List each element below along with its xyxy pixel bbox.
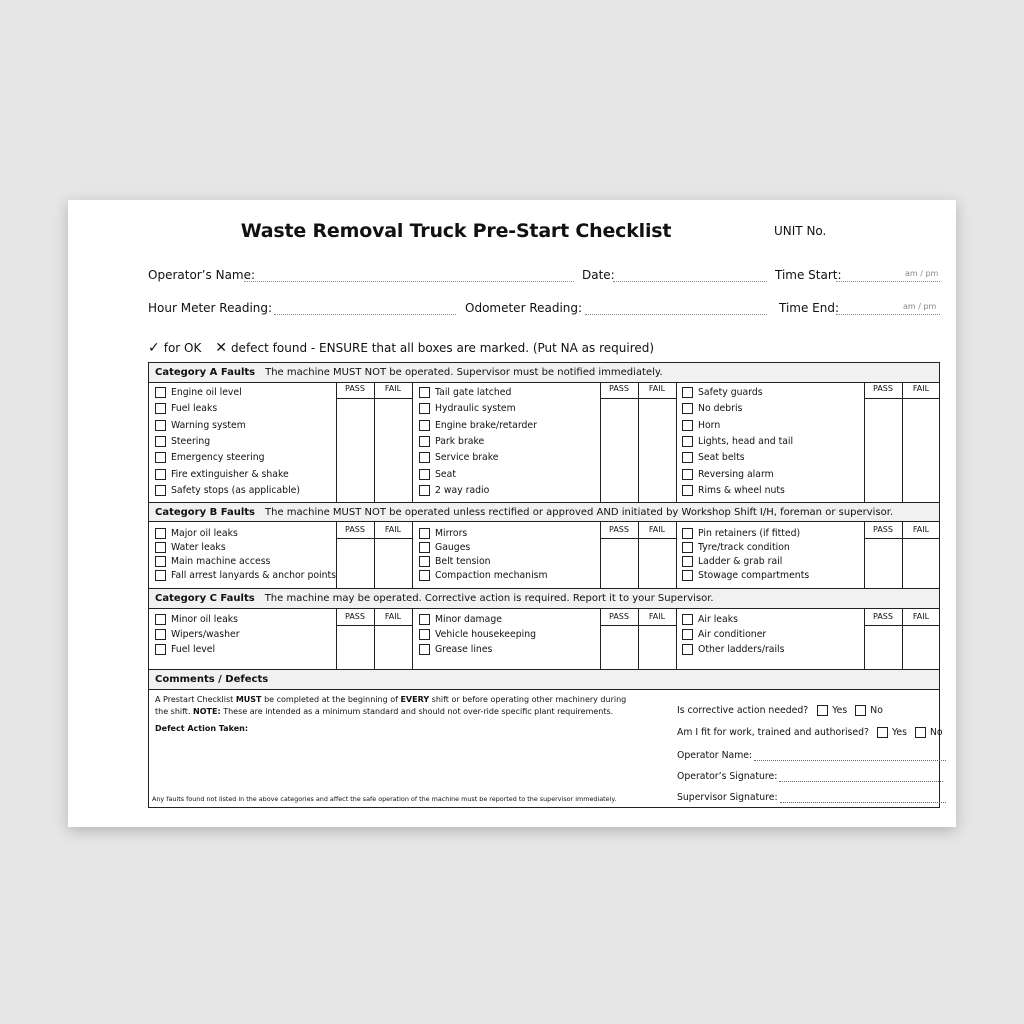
checkbox[interactable]	[419, 528, 430, 539]
category-b-description: The machine MUST NOT be operated unless rectified or approved AND initiated by Workshop Shift I/H, foreman or supervisor.	[265, 506, 894, 518]
checklist-item-label: Service brake	[435, 452, 499, 464]
yes-label: Yes	[891, 727, 907, 738]
checkbox[interactable]	[419, 420, 430, 431]
col-divider	[600, 383, 601, 502]
checklist-table	[148, 362, 943, 808]
checklist-item-label: Wipers/washer	[171, 629, 240, 640]
checkbox[interactable]	[155, 403, 166, 414]
checklist-item[interactable]	[682, 556, 782, 567]
checklist-item[interactable]	[682, 614, 738, 625]
checklist-item[interactable]	[419, 436, 484, 447]
fail-column-header: FAIL	[912, 525, 930, 534]
pass-column-header: PASS	[873, 612, 893, 621]
checklist-item[interactable]	[682, 403, 742, 414]
col-divider	[676, 383, 677, 502]
pass-column-header: PASS	[873, 384, 893, 393]
category-c-header	[149, 588, 939, 609]
checkbox[interactable]	[419, 485, 430, 496]
col-divider	[412, 383, 413, 502]
checkbox[interactable]	[155, 485, 166, 496]
checklist-item[interactable]	[682, 542, 790, 553]
checkbox[interactable]	[682, 644, 693, 655]
checklist-item[interactable]	[419, 629, 536, 640]
checklist-sheet	[68, 200, 956, 827]
checkbox[interactable]	[155, 556, 166, 567]
checklist-item-label: Emergency steering	[171, 452, 265, 464]
checklist-item[interactable]	[155, 387, 242, 398]
checkbox[interactable]	[419, 542, 430, 553]
checkbox[interactable]	[682, 542, 693, 553]
checkbox[interactable]	[155, 452, 166, 463]
time-end-label: Time End:	[779, 301, 840, 315]
check-icon: ✓	[148, 340, 160, 356]
pass-column-header: PASS	[345, 384, 365, 393]
checklist-item[interactable]	[155, 452, 265, 463]
checklist-item[interactable]	[155, 403, 217, 414]
checklist-item-label: Horn	[698, 419, 721, 431]
operator-name-signoff-field[interactable]	[754, 751, 946, 761]
col-divider	[676, 609, 677, 669]
operator-name-label: Operator’s Name:	[148, 268, 256, 282]
category-b-title: Category B Faults	[155, 506, 255, 518]
comments-header	[149, 669, 939, 690]
checkbox[interactable]	[682, 403, 693, 414]
category-c-description: The machine may be operated. Corrective action is required. Report it to your Supervisor.	[264, 593, 714, 604]
hour-meter-label: Hour Meter Reading:	[148, 301, 273, 315]
checkbox[interactable]	[155, 436, 166, 447]
checklist-item[interactable]	[419, 403, 516, 414]
corrective-yes-checkbox[interactable]	[817, 705, 828, 716]
checklist-item-label: 2 way radio	[435, 484, 490, 496]
checkbox[interactable]	[155, 542, 166, 553]
checklist-item-label: Vehicle housekeeping	[435, 629, 537, 640]
note-text: be completed at the beginning of	[264, 695, 398, 704]
checklist-item[interactable]	[419, 469, 456, 480]
checkbox[interactable]	[419, 570, 430, 581]
checklist-item-label: Seat belts	[698, 452, 745, 464]
checklist-item-label: Reversing alarm	[698, 468, 774, 480]
checklist-item-label: Air leaks	[698, 614, 738, 625]
checklist-item-label: Engine brake/retarder	[435, 419, 537, 431]
category-a-description: The machine MUST NOT be operated. Supervisor must be notified immediately.	[265, 367, 663, 378]
checklist-item[interactable]	[155, 644, 215, 655]
checkbox[interactable]	[155, 387, 166, 398]
checkbox[interactable]	[419, 644, 430, 655]
col-divider	[902, 383, 903, 502]
col-divider	[412, 522, 413, 588]
checklist-item[interactable]	[682, 629, 766, 640]
question-text: Is corrective action needed?	[677, 705, 809, 716]
checkbox[interactable]	[155, 644, 166, 655]
operator-name-signoff	[677, 750, 946, 761]
checklist-item-label: No debris	[698, 403, 743, 415]
operator-signature-label: Operator’s Signature:	[677, 771, 778, 782]
checklist-item-label: Stowage compartments	[698, 570, 810, 581]
operator-name-signoff-label: Operator Name:	[677, 750, 753, 761]
checklist-item-label: Safety guards	[698, 387, 763, 398]
unit-no-label: UNIT No.	[774, 224, 827, 238]
pass-column-header: PASS	[609, 525, 629, 534]
time-start-label: Time Start:	[775, 268, 842, 282]
checklist-item[interactable]	[155, 570, 336, 581]
question-text: Am I fit for work, trained and authorised?	[677, 727, 869, 738]
checklist-item-label: Fall arrest lanyards & anchor points	[171, 570, 336, 581]
checklist-item[interactable]	[155, 420, 246, 431]
checkbox[interactable]	[419, 629, 430, 640]
category-b-header	[149, 502, 939, 522]
fail-column-header: FAIL	[912, 612, 930, 621]
pass-column-header: PASS	[609, 612, 629, 621]
fail-column-header: FAIL	[384, 384, 402, 393]
checklist-item-label: Major oil leaks	[171, 528, 238, 539]
checkbox[interactable]	[419, 614, 430, 625]
fail-column-header: FAIL	[648, 384, 666, 393]
checkbox[interactable]	[682, 614, 693, 625]
checklist-item[interactable]	[419, 570, 548, 581]
checklist-item-label: Ladder & grab rail	[698, 556, 783, 567]
checklist-item[interactable]	[155, 436, 210, 447]
checklist-item[interactable]	[682, 452, 745, 463]
category-a-header	[149, 363, 939, 383]
checklist-item[interactable]	[155, 469, 289, 480]
checklist-item[interactable]	[155, 485, 300, 496]
checklist-item-label: Grease lines	[435, 644, 493, 655]
note-must: MUST	[235, 695, 262, 704]
footer-note: Any faults found not listed in the above categories and affect the safe operation of the machine must be reported to the supervisor immediately.	[152, 795, 617, 803]
checklist-item-label: Lights, head and tail	[698, 435, 794, 447]
time-start-field[interactable]	[836, 281, 940, 282]
fit-for-work-question	[677, 727, 943, 738]
checkbox[interactable]	[682, 629, 693, 640]
note-every: EVERY	[400, 695, 430, 704]
checkbox[interactable]	[155, 528, 166, 539]
time-end-field[interactable]	[836, 314, 940, 315]
checklist-item[interactable]	[419, 387, 511, 398]
checkbox[interactable]	[155, 469, 166, 480]
operator-signature-field[interactable]	[779, 772, 943, 782]
note-text: the shift.	[155, 707, 191, 716]
checklist-item[interactable]	[682, 528, 800, 539]
checklist-item-label: Tyre/track condition	[698, 542, 790, 553]
checkbox[interactable]	[155, 570, 166, 581]
checklist-item-label: Rims & wheel nuts	[698, 484, 785, 496]
checkbox[interactable]	[419, 403, 430, 414]
checklist-item[interactable]	[419, 614, 502, 625]
checklist-item-label: Safety stops (as applicable)	[171, 484, 300, 496]
pass-column-header: PASS	[345, 612, 365, 621]
pass-column-header: PASS	[609, 384, 629, 393]
note-text: A Prestart Checklist	[155, 695, 234, 704]
checklist-item[interactable]	[419, 542, 470, 553]
checklist-item[interactable]	[419, 644, 492, 655]
checklist-item-label: Fire extinguisher & shake	[171, 468, 289, 480]
fail-column-header: FAIL	[384, 612, 402, 621]
legend	[148, 340, 654, 356]
checkbox[interactable]	[682, 387, 693, 398]
checklist-item-label: Main machine access	[171, 556, 271, 567]
checklist-item[interactable]	[155, 556, 270, 567]
checkbox[interactable]	[682, 452, 693, 463]
note-text: shift or before operating other machinery during	[431, 695, 627, 704]
checklist-item-label: Water leaks	[171, 542, 226, 553]
fit-no-checkbox[interactable]	[915, 727, 926, 738]
checklist-item[interactable]	[682, 485, 785, 496]
checklist-item-label: Tail gate latched	[435, 387, 512, 398]
col-divider	[336, 383, 337, 502]
odometer-label: Odometer Reading:	[465, 301, 583, 315]
legend-ok-text: for OK	[163, 341, 202, 355]
checkbox[interactable]	[419, 556, 430, 567]
checklist-item[interactable]	[682, 644, 784, 655]
time-start-ampm: am / pm	[905, 269, 939, 278]
checklist-item[interactable]	[419, 452, 499, 463]
checklist-item[interactable]	[682, 387, 763, 398]
checklist-item-label: Compaction mechanism	[435, 570, 548, 581]
checklist-item-label: Park brake	[435, 435, 485, 447]
cross-icon: ✕	[215, 340, 227, 356]
checklist-item[interactable]	[155, 542, 226, 553]
checklist-item-label: Minor oil leaks	[171, 614, 238, 625]
yes-label: Yes	[832, 705, 848, 716]
checklist-item[interactable]	[682, 420, 720, 431]
checklist-item[interactable]	[155, 528, 238, 539]
no-label: No	[929, 727, 943, 738]
operator-signature	[677, 771, 943, 782]
supervisor-signature-field[interactable]	[780, 793, 946, 803]
checkbox[interactable]	[419, 436, 430, 447]
odometer-field[interactable]	[585, 314, 767, 315]
checkbox[interactable]	[155, 629, 166, 640]
checkbox[interactable]	[419, 387, 430, 398]
checklist-item-label: Fuel leaks	[171, 403, 218, 415]
checklist-item[interactable]	[155, 614, 238, 625]
checklist-item-label: Air conditioner	[698, 629, 767, 640]
checklist-item[interactable]	[419, 420, 537, 431]
checkbox[interactable]	[682, 469, 693, 480]
checklist-item[interactable]	[682, 570, 809, 581]
checklist-item-label: Mirrors	[435, 528, 468, 539]
defect-action-field[interactable]	[155, 737, 655, 787]
fail-column-header: FAIL	[648, 612, 666, 621]
date-label: Date:	[582, 268, 615, 282]
supervisor-signature-label: Supervisor Signature:	[677, 792, 778, 803]
col-divider	[864, 383, 865, 502]
checklist-item-label: Pin retainers (if fitted)	[698, 528, 801, 539]
checklist-item[interactable]	[419, 528, 467, 539]
pass-column-header: PASS	[345, 525, 365, 534]
category-a-title: Category A Faults	[155, 367, 256, 378]
col-divider	[638, 383, 639, 502]
checkbox[interactable]	[682, 528, 693, 539]
fail-column-header: FAIL	[384, 525, 402, 534]
checkbox[interactable]	[155, 614, 166, 625]
corrective-no-checkbox[interactable]	[855, 705, 866, 716]
legend-defect-text: defect found - ENSURE that all boxes are marked. (Put NA as required)	[230, 341, 655, 355]
fail-column-header: FAIL	[912, 384, 930, 393]
note-label: NOTE:	[193, 707, 221, 716]
prestart-note	[155, 694, 655, 718]
checkbox[interactable]	[682, 570, 693, 581]
col-divider	[374, 383, 375, 502]
col-divider	[676, 522, 677, 588]
checklist-item-label: Other ladders/rails	[698, 644, 785, 655]
fail-column-header: FAIL	[648, 525, 666, 534]
hour-meter-field[interactable]	[274, 314, 456, 315]
checkbox[interactable]	[682, 436, 693, 447]
checklist-item-label: Hydraulic system	[435, 403, 516, 415]
no-label: No	[870, 705, 883, 716]
time-end-ampm: am / pm	[903, 302, 937, 311]
supervisor-signature	[677, 792, 946, 803]
note-text: These are intended as a minimum standard and should not over-ride specific plant requirements.	[223, 707, 614, 716]
checklist-item-label: Steering	[171, 435, 211, 447]
checklist-item[interactable]	[419, 485, 489, 496]
corrective-action-question	[677, 705, 883, 716]
defect-action-label: Defect Action Taken:	[155, 724, 249, 733]
page-title: Waste Removal Truck Pre-Start Checklist	[240, 220, 672, 242]
checkbox[interactable]	[682, 556, 693, 567]
fit-yes-checkbox[interactable]	[877, 727, 888, 738]
checklist-item-label: Seat	[435, 468, 456, 480]
checkbox[interactable]	[419, 469, 430, 480]
checklist-item[interactable]	[155, 629, 240, 640]
checklist-item[interactable]	[682, 436, 793, 447]
checklist-item-label: Gauges	[435, 542, 471, 553]
checklist-item[interactable]	[419, 556, 491, 567]
pass-column-header: PASS	[873, 525, 893, 534]
comments-title: Comments / Defects	[155, 674, 269, 685]
checklist-item-label: Warning system	[171, 419, 246, 431]
category-c-title: Category C Faults	[155, 593, 255, 604]
checkbox[interactable]	[682, 485, 693, 496]
checklist-item[interactable]	[682, 469, 774, 480]
operator-name-field[interactable]	[244, 281, 574, 282]
checkbox[interactable]	[155, 420, 166, 431]
checklist-item-label: Minor damage	[435, 614, 502, 625]
col-divider	[412, 609, 413, 669]
checklist-item-label: Belt tension	[435, 556, 491, 567]
date-field[interactable]	[613, 281, 767, 282]
checklist-item-label: Engine oil level	[171, 387, 242, 398]
checkbox[interactable]	[419, 452, 430, 463]
checkbox[interactable]	[682, 420, 693, 431]
checklist-item-label: Fuel level	[171, 644, 216, 655]
